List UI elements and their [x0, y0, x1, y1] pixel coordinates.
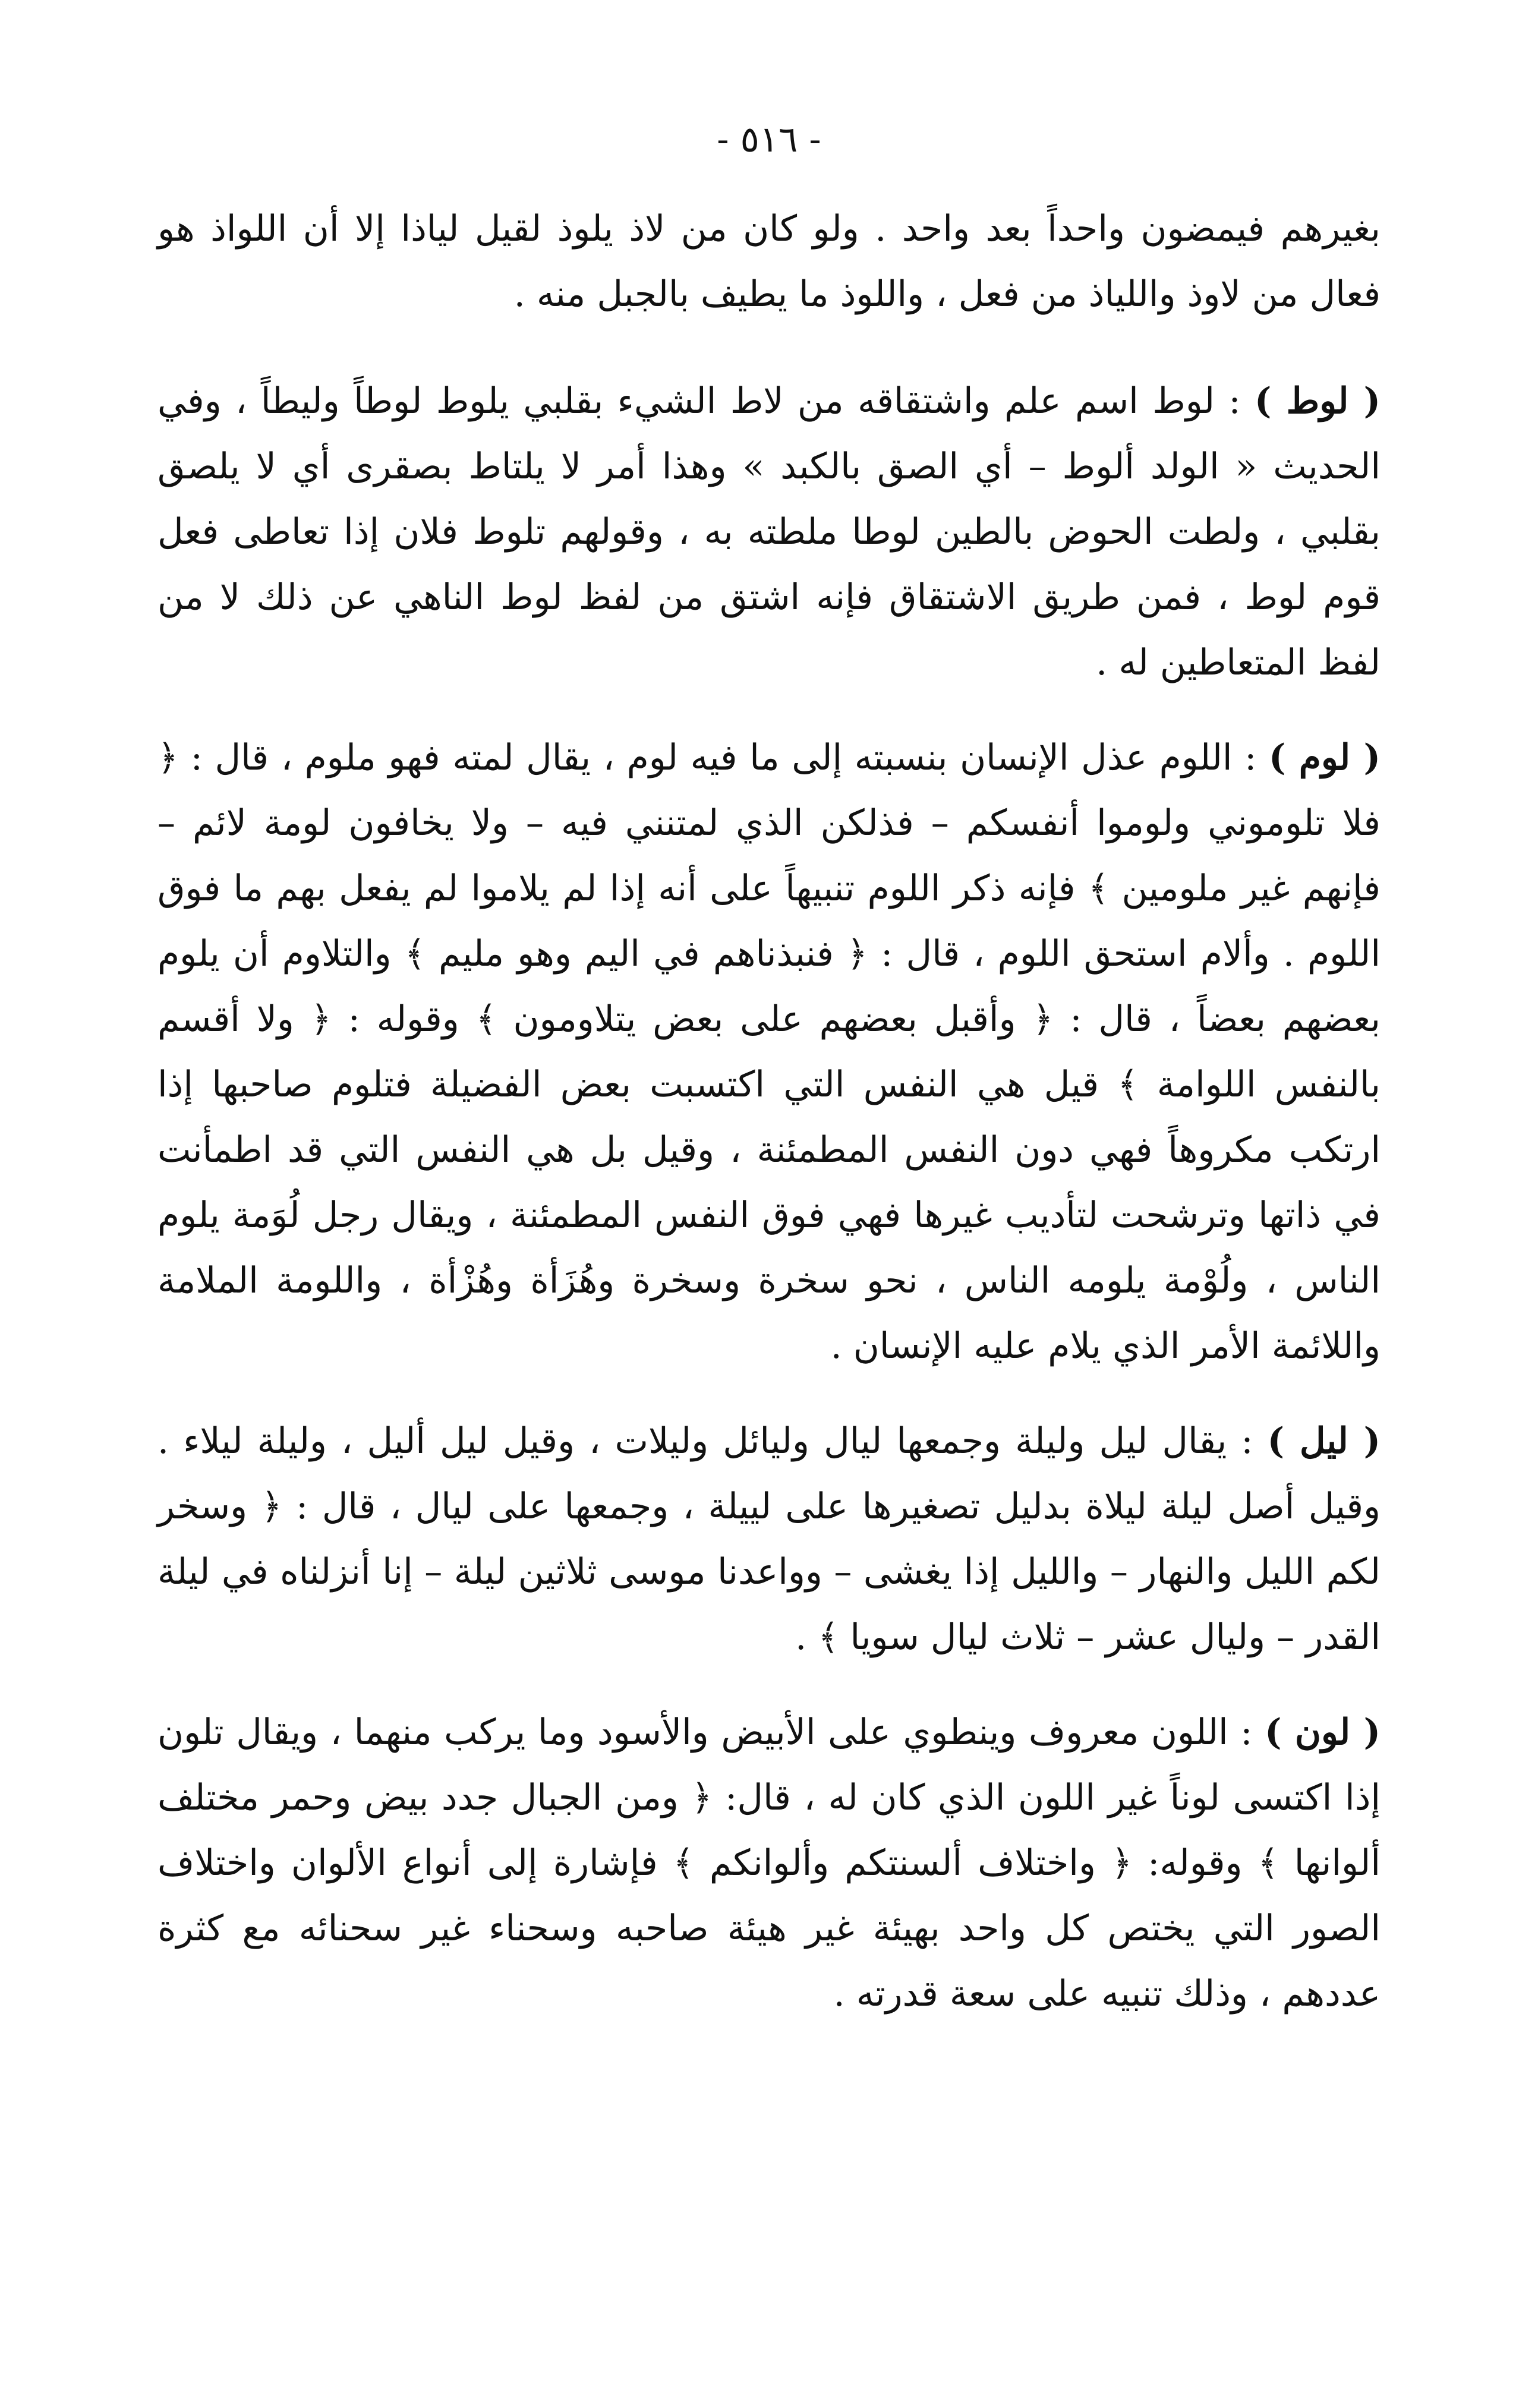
page-number: - ٥١٦ - — [717, 119, 821, 160]
page-body — [157, 196, 1381, 2056]
entry-heading: ( لوط ) — [1255, 380, 1381, 422]
entry-layl — [157, 1408, 1381, 1670]
entry-lawn — [157, 1700, 1381, 2026]
entry-heading: ( لوم ) — [1268, 737, 1381, 778]
entry-text: : اللون معروف وينطوي على الأبيض والأسود وما يركب منهما ، ويقال تلون إذا اكتسى لوناً غير اللون الذي كان له ، قال: ﴿ ومن الجبال جدد بيض وحمر مختلف ألوانها ﴾ وقوله: ﴿ واختلاف ألسنتكم وألوانكم ﴾ فإشارة إلى أنواع الألوان واختلاف الصور التي يختص كل واحد بهيئة غير هيئة صاحبه وسحناء غير سحنائه مع كثرة عددهم ، وذلك تنبيه على سعة قدرته . — [157, 1712, 1381, 2015]
entry-heading: ( لون ) — [1265, 1712, 1381, 1753]
entry-lawm — [157, 725, 1381, 1379]
entry-text: : اللوم عذل الإنسان بنسبته إلى ما فيه لوم ، يقال لمته فهو ملوم ، قال : ﴿ فلا تلوموني ولوموا أنفسكم – فذلكن الذي لمتنني فيه – ولا يخافون لومة لائم – فإنهم غير ملومين ﴾ فإنه ذكر اللوم تنبيهاً على أنه إذا لم يلاموا لم يفعل بهم ما فوق اللوم . وألام استحق اللوم ، قال : ﴿ فنبذناهم في اليم وهو مليم ﴾ والتلاوم أن يلوم بعضهم بعضاً ، قال : ﴿ وأقبل بعضهم على بعض يتلاومون ﴾ وقوله : ﴿ ولا أقسم بالنفس اللوامة ﴾ قيل هي النفس التي اكتسبت بعض الفضيلة فتلوم صاحبها إذا ارتكب مكروهاً فهي دون النفس المطمئنة ، وقيل بل هي النفس التي قد اطمأنت في ذاتها وترشحت لتأديب غيرها فهي فوق النفس المطمئنة ، ويقال رجل لُوَمة يلوم الناس ، ولُوْمة يلومه الناس ، نحو سخرة وسخرة وهُزَأة وهُزْأة ، واللومة الملامة واللائمة الأمر الذي يلام عليه الإنسان . — [157, 737, 1381, 1367]
entry-text: : لوط اسم علم واشتقاقه من لاط الشيء بقلبي يلوط لوطاً وليطاً ، وفي الحديث « الولد ألوط – أي الصق بالكبد » وهذا أمر لا يلتاط بصقرى أي لا يلصق بقلبي ، ولطت الحوض بالطين لوطا ملطته به ، وقولهم تلوط فلان إذا تعاطى فعل قوم لوط ، فمن طريق الاشتقاق فإنه اشتق من لفظ لوط الناهي عن ذلك لا من لفظ المتعاطين له . — [157, 380, 1381, 683]
entry-lut — [157, 368, 1381, 695]
entry-text: : يقال ليل وليلة وجمعها ليال وليائل وليلات ، وقيل ليل أليل ، وليلة ليلاء . وقيل أصل ليلة ليلاة بدليل تصغيرها على لييلة ، وجمعها على ليال ، قال : ﴿ وسخر لكم الليل والنهار – والليل إذا يغشى – وواعدنا موسى ثلاثين ليلة – إنا أنزلناه في ليلة القدر – وليال عشر – ثلاث ليال سويا ﴾ . — [157, 1420, 1381, 1658]
paragraph-text: بغيرهم فيمضون واحداً بعد واحد . ولو كان من لاذ يلوذ لقيل لياذا إلا أن اللواذ هو فعال من لاوذ واللياذ من فعل ، واللوذ ما يطيف بالجبل منه . — [157, 208, 1381, 315]
paragraph-continuation — [157, 196, 1381, 327]
entry-heading: ( ليل ) — [1267, 1420, 1381, 1462]
